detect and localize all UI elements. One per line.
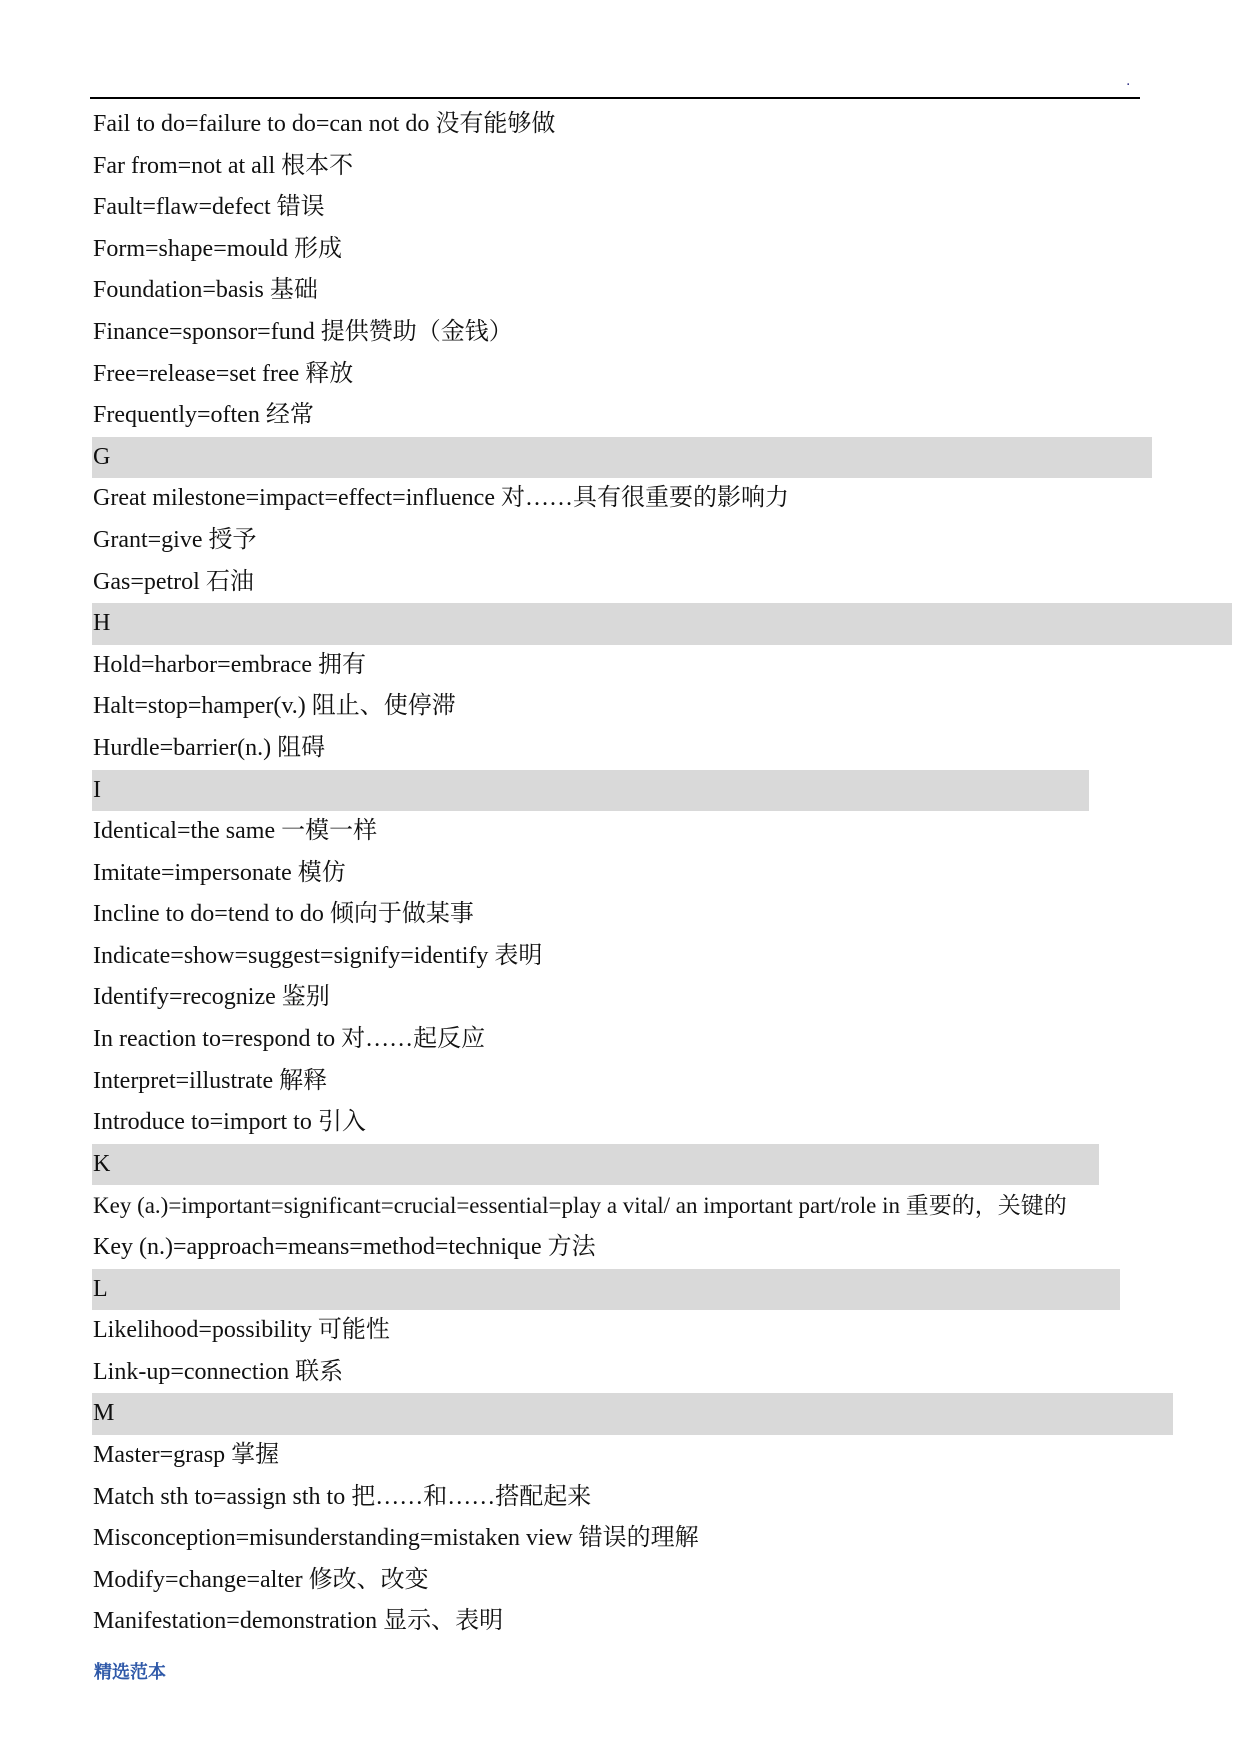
entry-incline-to-do: Incline to do=tend to do 倾向于做某事 [93,901,474,928]
section-heading-m: M [92,1393,1173,1435]
section-heading-g: G [92,437,1152,479]
entry-link-up: Link-up=connection 联系 [93,1358,344,1385]
entry-gas: Gas=petrol 石油 [93,568,254,595]
entry-interpret: Interpret=illustrate 解释 [93,1067,328,1094]
entry-key-adjective: Key (a.)=important=significant=crucial=essential=play a vital/ an important part/role in 重要的，关键的 [93,1193,1067,1219]
entry-hold: Hold=harbor=embrace 拥有 [93,651,366,678]
entry-free: Free=release=set free 释放 [93,360,354,387]
entry-identical: Identical=the same 一模一样 [93,818,378,845]
entry-master: Master=grasp 掌握 [93,1442,280,1468]
entry-foundation: Foundation=basis 基础 [93,277,318,304]
footer-label: 精选范本 [94,1662,166,1683]
entry-imitate: Imitate=impersonate 模仿 [93,859,346,886]
entry-hurdle: Hurdle=barrier(n.) 阻碍 [93,734,326,761]
vocabulary-list [93,104,1233,1643]
entry-misconception: Misconception=misunderstanding=mistaken view 错误的理解 [93,1525,699,1552]
entry-far-from: Far from=not at all 根本不 [93,152,354,179]
entry-finance: Finance=sponsor=fund 提供赞助（金钱） [93,318,513,345]
entry-modify: Modify=change=alter 修改、改变 [93,1566,429,1593]
entry-indicate: Indicate=show=suggest=signify=identify 表明 [93,942,543,969]
entry-halt: Halt=stop=hamper(v.) 阻止、使停滞 [93,693,456,720]
entry-match-sth-to: Match sth to=assign sth to 把……和……搭配起来 [93,1483,592,1510]
entry-manifestation: Manifestation=demonstration 显示、表明 [93,1608,504,1635]
header-rule [90,97,1140,99]
entry-introduce-to: Introduce to=import to 引入 [93,1109,366,1136]
header-mark: . [1126,72,1131,89]
entry-key-noun: Key (n.)=approach=means=method=technique 方法 [93,1234,596,1261]
section-heading-i: I [92,770,1089,812]
entry-identify: Identify=recognize 鉴别 [93,984,330,1011]
entry-in-reaction-to: In reaction to=respond to 对……起反应 [93,1026,486,1053]
entry-likelihood: Likelihood=possibility 可能性 [93,1317,390,1344]
section-heading-h: H [92,603,1232,645]
entry-great-milestone: Great milestone=impact=effect=influence 对……具有很重要的影响力 [93,485,789,512]
entry-fault: Fault=flaw=defect 错误 [93,194,325,221]
section-heading-k: K [92,1144,1099,1186]
entry-frequently: Frequently=often 经常 [93,402,314,429]
entry-grant: Grant=give 授予 [93,526,257,553]
section-heading-l: L [92,1269,1120,1311]
entry-fail-to-do: Fail to do=failure to do=can not do 没有能够做 [93,111,556,137]
entry-form: Form=shape=mould 形成 [93,235,343,262]
